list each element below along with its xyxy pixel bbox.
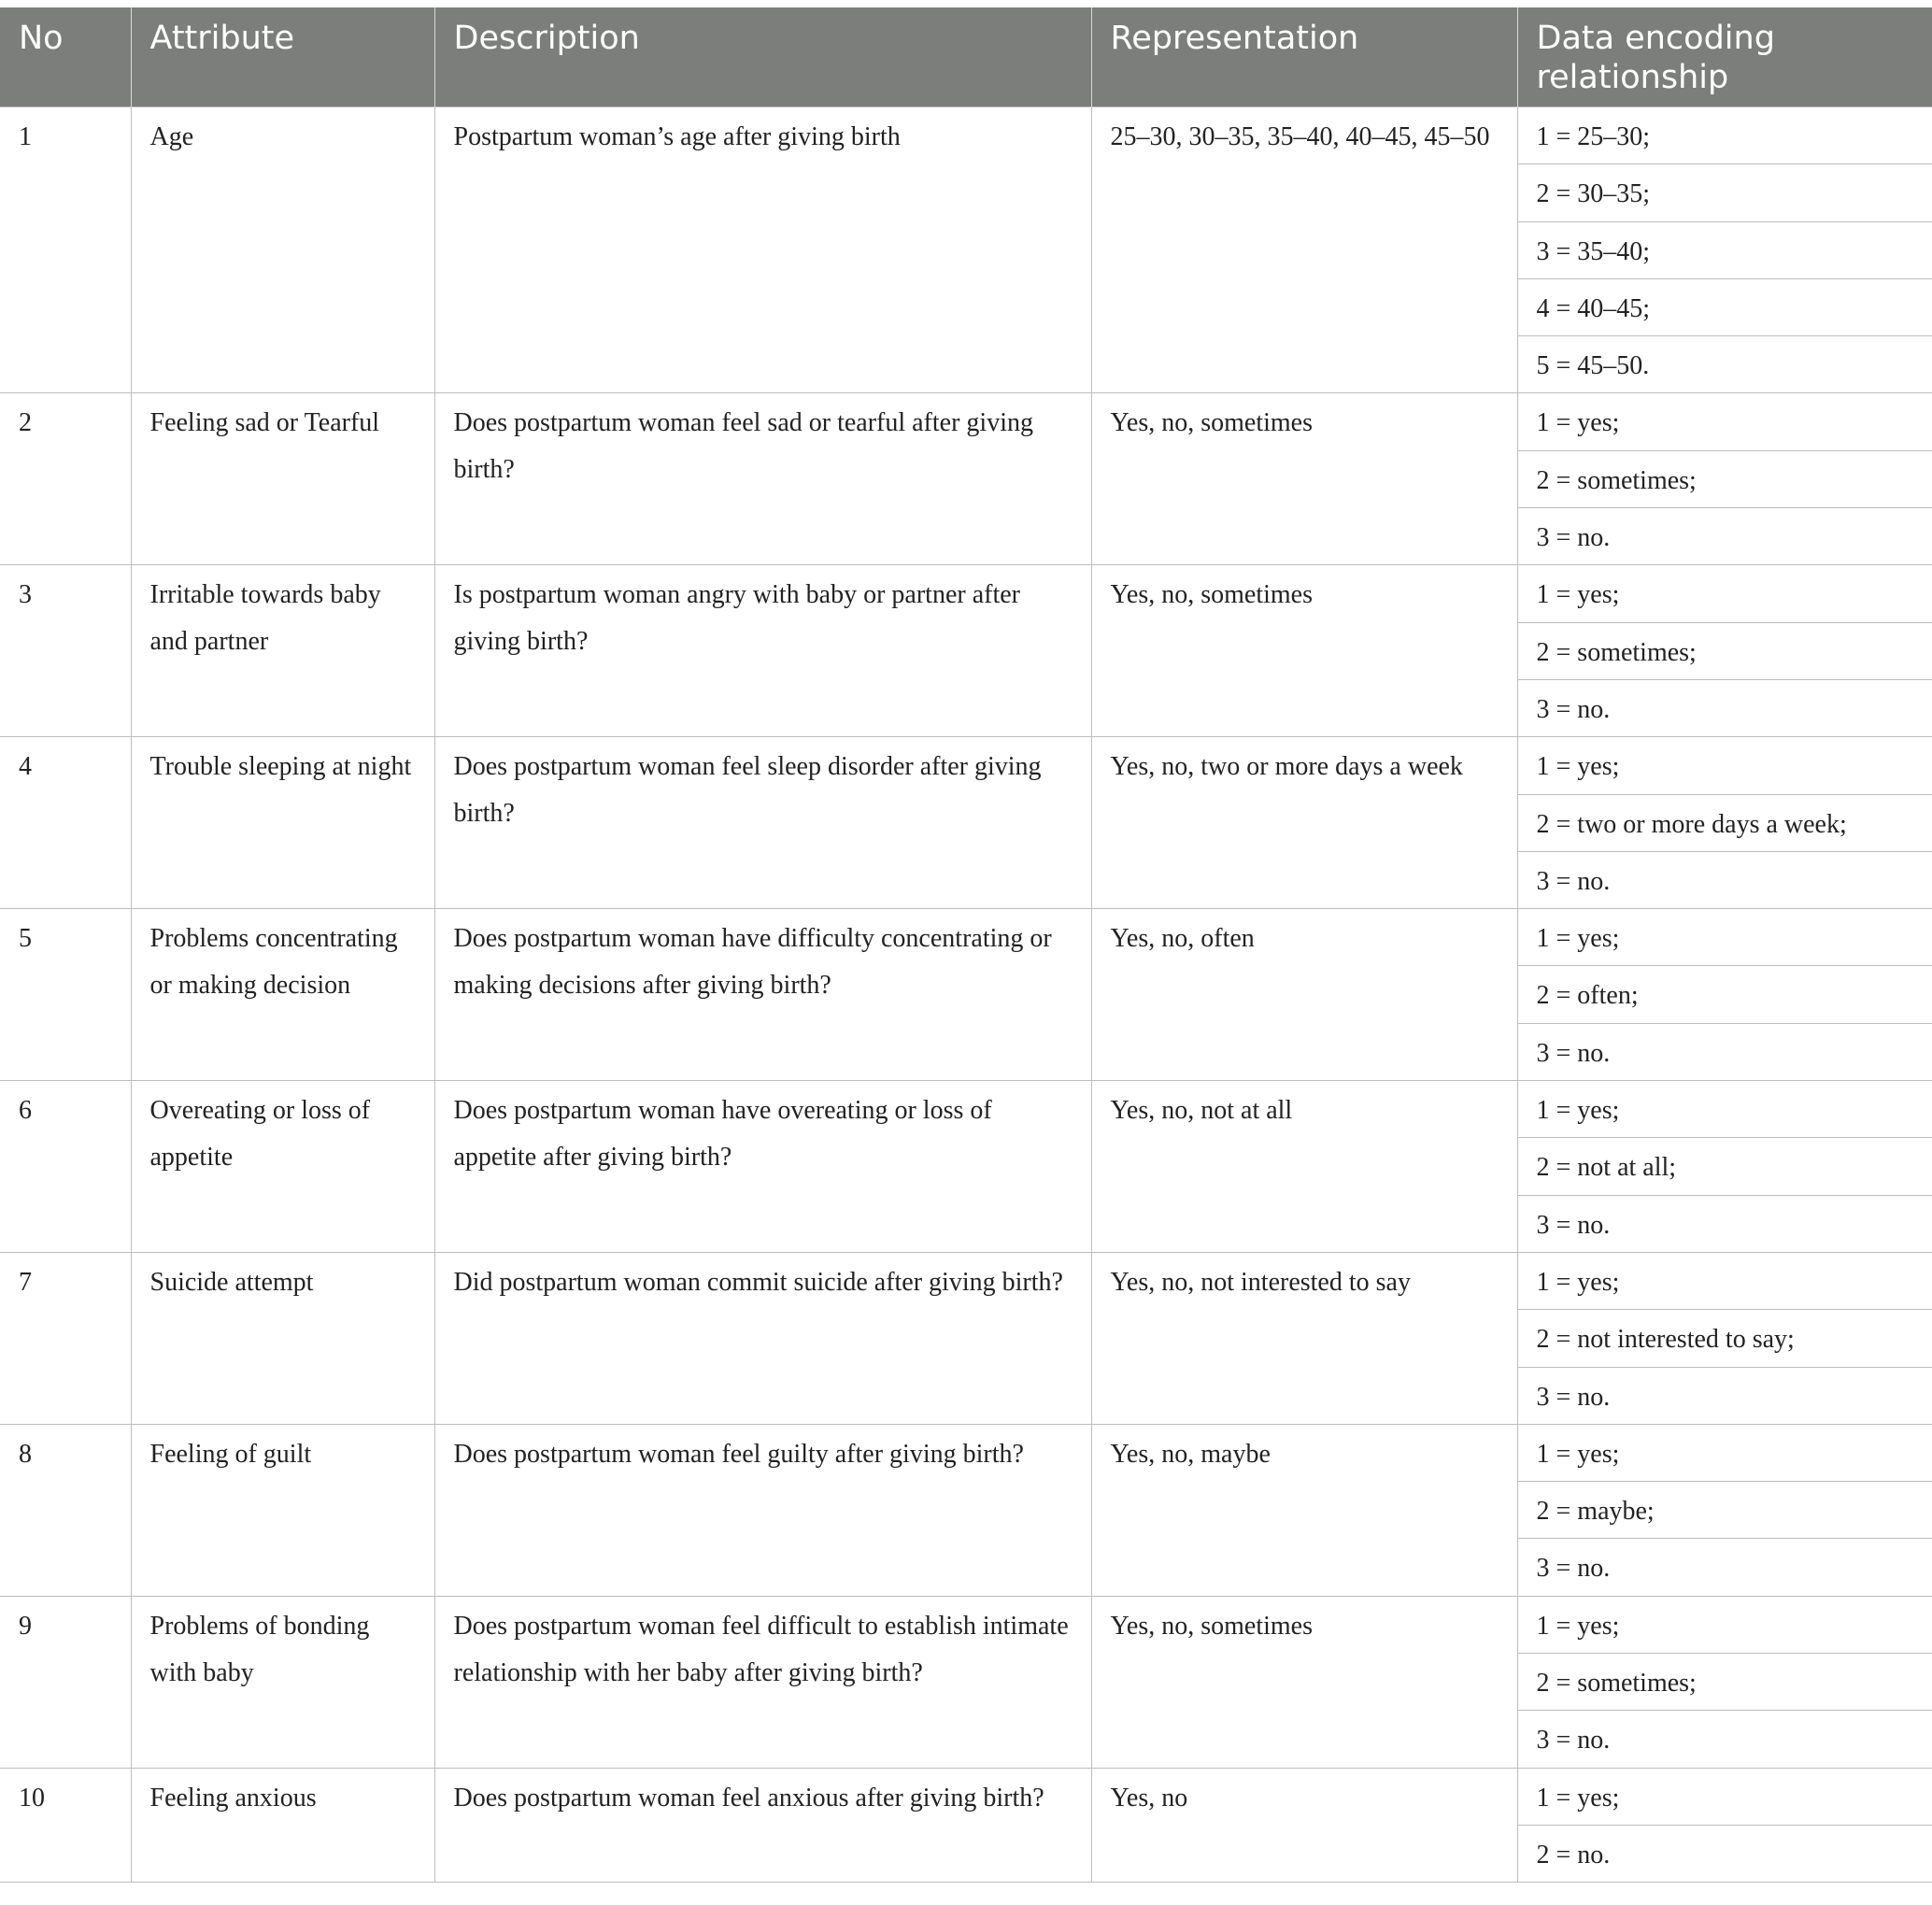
cell-representation: Yes, no: [1091, 1768, 1517, 1883]
cell-attribute: Feeling of guilt: [131, 1424, 434, 1596]
cell-attribute: Feeling anxious: [131, 1768, 434, 1883]
cell-attribute: Problems concentrating or making decision: [131, 909, 434, 1081]
cell-representation: Yes, no, often: [1091, 909, 1517, 1081]
cell-encoding: 2 = two or more days a week;: [1517, 794, 1932, 851]
table-row: [0, 565, 1932, 622]
cell-attribute: Trouble sleeping at night: [131, 737, 434, 909]
cell-description: Does postpartum woman have difficulty concentrating or making decisions after giving birth?: [434, 909, 1091, 1081]
cell-encoding: 1 = yes;: [1517, 1424, 1932, 1481]
cell-no: 3: [0, 565, 131, 737]
cell-representation: 25–30, 30–35, 35–40, 40–45, 45–50: [1091, 107, 1517, 393]
cell-encoding: 2 = sometimes;: [1517, 450, 1932, 507]
cell-no: 7: [0, 1252, 131, 1424]
cell-encoding: 2 = maybe;: [1517, 1482, 1932, 1539]
header-row: [0, 7, 1932, 107]
cell-representation: Yes, no, maybe: [1091, 1424, 1517, 1596]
header-data-encoding: Data encoding relationship: [1517, 7, 1932, 107]
cell-attribute: Suicide attempt: [131, 1252, 434, 1424]
cell-attribute: Problems of bonding with baby: [131, 1596, 434, 1768]
cell-encoding: 3 = no.: [1517, 679, 1932, 736]
cell-encoding: 1 = yes;: [1517, 565, 1932, 622]
header-no: No: [0, 7, 131, 107]
table-row: [0, 1768, 1932, 1825]
cell-encoding: 2 = often;: [1517, 966, 1932, 1023]
cell-attribute: Feeling sad or Tearful: [131, 393, 434, 565]
cell-encoding: 2 = sometimes;: [1517, 1654, 1932, 1711]
cell-encoding: 1 = yes;: [1517, 909, 1932, 966]
table-row: [0, 909, 1932, 966]
cell-encoding: 1 = yes;: [1517, 393, 1932, 450]
header-representation: Representation: [1091, 7, 1517, 107]
cell-description: Does postpartum woman feel difficult to establish intimate relationship with her baby after giving birth?: [434, 1596, 1091, 1768]
cell-description: Does postpartum woman feel sleep disorder after giving birth?: [434, 737, 1091, 909]
table-row: [0, 393, 1932, 450]
table-row: [0, 1252, 1932, 1309]
cell-encoding: 2 = sometimes;: [1517, 622, 1932, 679]
table-row: [0, 737, 1932, 794]
cell-encoding: 1 = yes;: [1517, 737, 1932, 794]
cell-encoding: 2 = 30–35;: [1517, 164, 1932, 221]
cell-description: Is postpartum woman angry with baby or partner after giving birth?: [434, 565, 1091, 737]
cell-encoding: 2 = not interested to say;: [1517, 1310, 1932, 1367]
cell-description: Does postpartum woman feel anxious after giving birth?: [434, 1768, 1091, 1883]
cell-representation: Yes, no, not at all: [1091, 1081, 1517, 1253]
cell-attribute: Age: [131, 107, 434, 393]
cell-no: 1: [0, 107, 131, 393]
cell-encoding: 1 = yes;: [1517, 1596, 1932, 1653]
header-attribute: Attribute: [131, 7, 434, 107]
cell-description: Does postpartum woman feel sad or tearful after giving birth?: [434, 393, 1091, 565]
cell-encoding: 5 = 45–50.: [1517, 336, 1932, 393]
table-row: [0, 1596, 1932, 1653]
cell-encoding: 1 = 25–30;: [1517, 107, 1932, 164]
cell-encoding: 2 = not at all;: [1517, 1138, 1932, 1195]
table-header: [0, 7, 1932, 107]
cell-encoding: 3 = no.: [1517, 1023, 1932, 1080]
cell-encoding: 3 = no.: [1517, 1711, 1932, 1768]
cell-no: 6: [0, 1081, 131, 1253]
cell-no: 5: [0, 909, 131, 1081]
cell-description: Does postpartum woman feel guilty after giving birth?: [434, 1424, 1091, 1596]
cell-representation: Yes, no, sometimes: [1091, 393, 1517, 565]
cell-no: 4: [0, 737, 131, 909]
cell-description: Did postpartum woman commit suicide after giving birth?: [434, 1252, 1091, 1424]
table-body: [0, 107, 1932, 1883]
cell-attribute: Overeating or loss of appetite: [131, 1081, 434, 1253]
cell-no: 2: [0, 393, 131, 565]
cell-no: 9: [0, 1596, 131, 1768]
table-container: [0, 7, 1932, 1883]
cell-no: 10: [0, 1768, 131, 1883]
table-row: [0, 1424, 1932, 1481]
cell-description: Does postpartum woman have overeating or loss of appetite after giving birth?: [434, 1081, 1091, 1253]
cell-encoding: 3 = no.: [1517, 1539, 1932, 1596]
cell-attribute: Irritable towards baby and partner: [131, 565, 434, 737]
cell-encoding: 3 = no.: [1517, 851, 1932, 908]
cell-no: 8: [0, 1424, 131, 1596]
cell-encoding: 2 = no.: [1517, 1825, 1932, 1882]
header-description: Description: [434, 7, 1091, 107]
cell-representation: Yes, no, two or more days a week: [1091, 737, 1517, 909]
table-row: [0, 1081, 1932, 1138]
cell-encoding: 4 = 40–45;: [1517, 278, 1932, 335]
cell-encoding: 1 = yes;: [1517, 1252, 1932, 1309]
cell-representation: Yes, no, sometimes: [1091, 565, 1517, 737]
cell-encoding: 3 = no.: [1517, 1367, 1932, 1424]
cell-description: Postpartum woman’s age after giving birth: [434, 107, 1091, 393]
cell-encoding: 1 = yes;: [1517, 1768, 1932, 1825]
cell-encoding: 3 = no.: [1517, 508, 1932, 565]
cell-encoding: 1 = yes;: [1517, 1081, 1932, 1138]
cell-encoding: 3 = no.: [1517, 1195, 1932, 1252]
table-row: [0, 107, 1932, 164]
cell-representation: Yes, no, not interested to say: [1091, 1252, 1517, 1424]
cell-encoding: 3 = 35–40;: [1517, 221, 1932, 278]
cell-representation: Yes, no, sometimes: [1091, 1596, 1517, 1768]
attribute-encoding-table: [0, 7, 1932, 1883]
